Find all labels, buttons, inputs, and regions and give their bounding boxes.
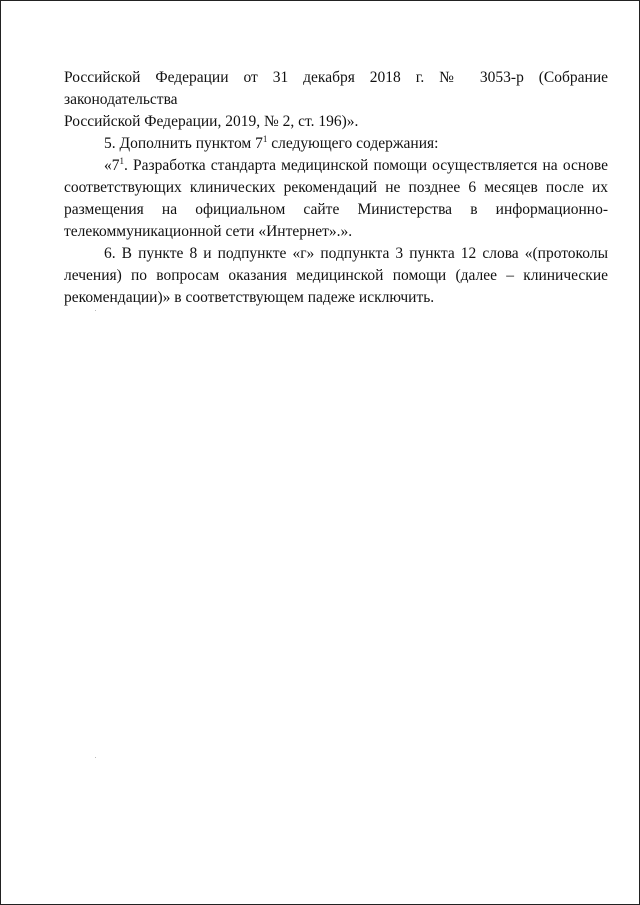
text-line: Российской Федерации, 2019, № 2, ст. 196)». — [64, 113, 359, 130]
scan-artifact — [95, 310, 96, 311]
paragraph-item-7-1 — [64, 155, 608, 243]
text-line — [64, 155, 608, 177]
item-7-1-rest: . Разработка стандарта медицинской помощи осуществляется на основе — [124, 157, 608, 174]
document-body — [64, 67, 608, 309]
paragraph-continuation — [64, 67, 608, 133]
text-line: рекомендации)» в соответствующем падеже исключить. — [64, 289, 435, 306]
paragraph-item-6 — [64, 243, 608, 309]
text-line: Российской Федерации от 31 декабря 2018 г. № 3053-р (Собрание законодательства — [64, 69, 608, 108]
item-7-1-open: «7 — [104, 157, 120, 174]
text-line — [64, 133, 608, 155]
text-line: телекоммуникационной сети «Интернет».». — [64, 223, 353, 240]
text-line: 6. В пункте 8 и подпункте «г» подпункта 3 пункта 12 слова «(протоколы — [104, 245, 608, 262]
text-line: размещения на официальном сайте Министерства в информационно- — [64, 201, 608, 218]
text-line: лечения) по вопросам оказания медицинской помощи (далее – клинические — [64, 267, 608, 284]
item-5-prefix: 5. Дополнить пунктом 7 — [104, 135, 263, 152]
item-5-suffix: следующего содержания: — [267, 135, 439, 152]
paragraph-item-5 — [64, 133, 608, 155]
scan-artifact — [95, 757, 96, 758]
superscript: 1 — [119, 155, 124, 166]
superscript: 1 — [262, 133, 268, 144]
text-line: соответствующих клинических рекомендаций не позднее 6 месяцев после их — [64, 179, 608, 196]
